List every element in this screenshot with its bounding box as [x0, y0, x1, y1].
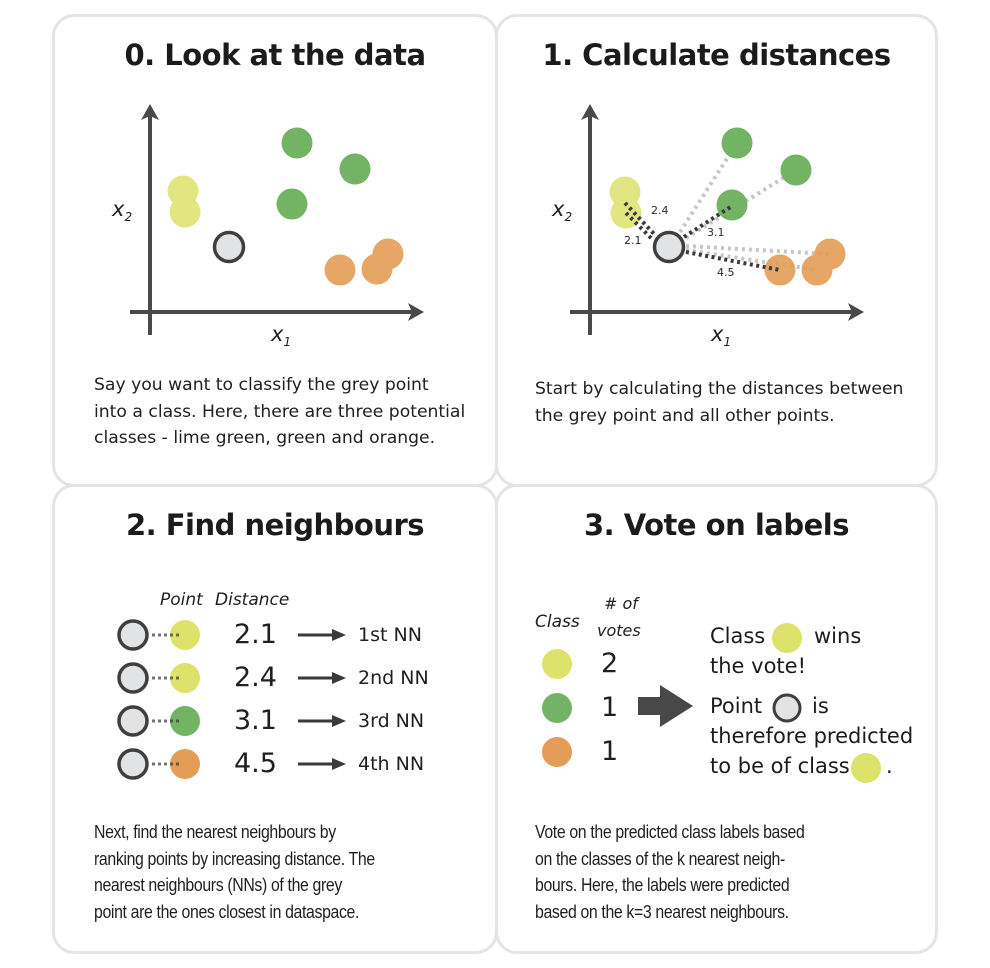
result-point-label: Point — [710, 694, 763, 718]
winner-class-dot — [772, 623, 802, 653]
panel-2-title: 2. Find neighbours — [125, 508, 425, 542]
panel-2-description: Next, find the nearest neighbours by ranking points by increasing distance. The nearest neighbours (NNs) of the grey point are the ones closest in dataspace. — [94, 822, 375, 922]
result-line5: to be of class — [710, 754, 850, 778]
column-header-votes-line2: votes — [597, 621, 641, 640]
result-class-label: Class — [710, 624, 766, 648]
grey-point-inline — [774, 695, 800, 721]
vote-count: 1 — [601, 692, 619, 723]
x-axis-label-1: $x_1$ — [711, 322, 732, 350]
lime-class-dot — [542, 649, 572, 679]
vote-count: 2 — [601, 648, 619, 679]
vote-count: 1 — [601, 736, 619, 767]
distance-label: 2.4 — [651, 204, 669, 217]
x-axis-label-0: $x_1$ — [271, 322, 292, 350]
distance-value: 2.4 — [234, 662, 277, 693]
green-class-dot — [542, 693, 572, 723]
orange-class-dot — [542, 737, 572, 767]
panel-3-description: Vote on the predicted class labels based on the classes of the k nearest neigh- bours. Here, the labels were predicted based on the k=3 nearest neighbours. — [535, 822, 805, 922]
distance-label: 3.1 — [707, 226, 725, 239]
distance-value: 3.1 — [234, 705, 277, 736]
column-header-class: Class — [535, 612, 580, 632]
distance-value: 4.5 — [234, 748, 277, 779]
rank-label: 2nd NN — [358, 667, 429, 689]
panel-0-description: Say you want to classify the grey point into a class. Here, there are three potential classes - lime green, green and orange. — [94, 375, 466, 448]
result-period: . — [886, 754, 893, 778]
result-wins-label: wins — [814, 624, 862, 648]
rank-label: 3rd NN — [358, 710, 425, 732]
column-header-distance: Distance — [215, 590, 290, 610]
result-line2: the vote! — [710, 654, 806, 678]
result-is-label: is — [812, 694, 829, 718]
panel-1-title: 1. Calculate distances — [542, 38, 891, 72]
y-axis-label-1: $x_2$ — [552, 197, 573, 225]
panel-3-title: 3. Vote on labels — [583, 508, 849, 542]
result-arrow-icon — [638, 685, 693, 727]
panel-0-title: 0. Look at the data — [124, 38, 426, 72]
distance-value: 2.1 — [234, 619, 277, 650]
distance-label: 4.5 — [717, 266, 735, 279]
rank-label: 4th NN — [358, 753, 425, 775]
distance-label: 2.1 — [624, 234, 642, 247]
column-header-point: Point — [160, 590, 203, 610]
y-axis-label-0: $x_2$ — [112, 197, 133, 225]
column-header-votes-line1: # of — [604, 594, 638, 613]
predicted-class-dot — [851, 753, 881, 783]
rank-label: 1st NN — [358, 624, 422, 646]
result-line4: therefore predicted — [710, 724, 914, 748]
panel-1-description: Start by calculating the distances between the grey point and all other points. — [535, 379, 904, 426]
